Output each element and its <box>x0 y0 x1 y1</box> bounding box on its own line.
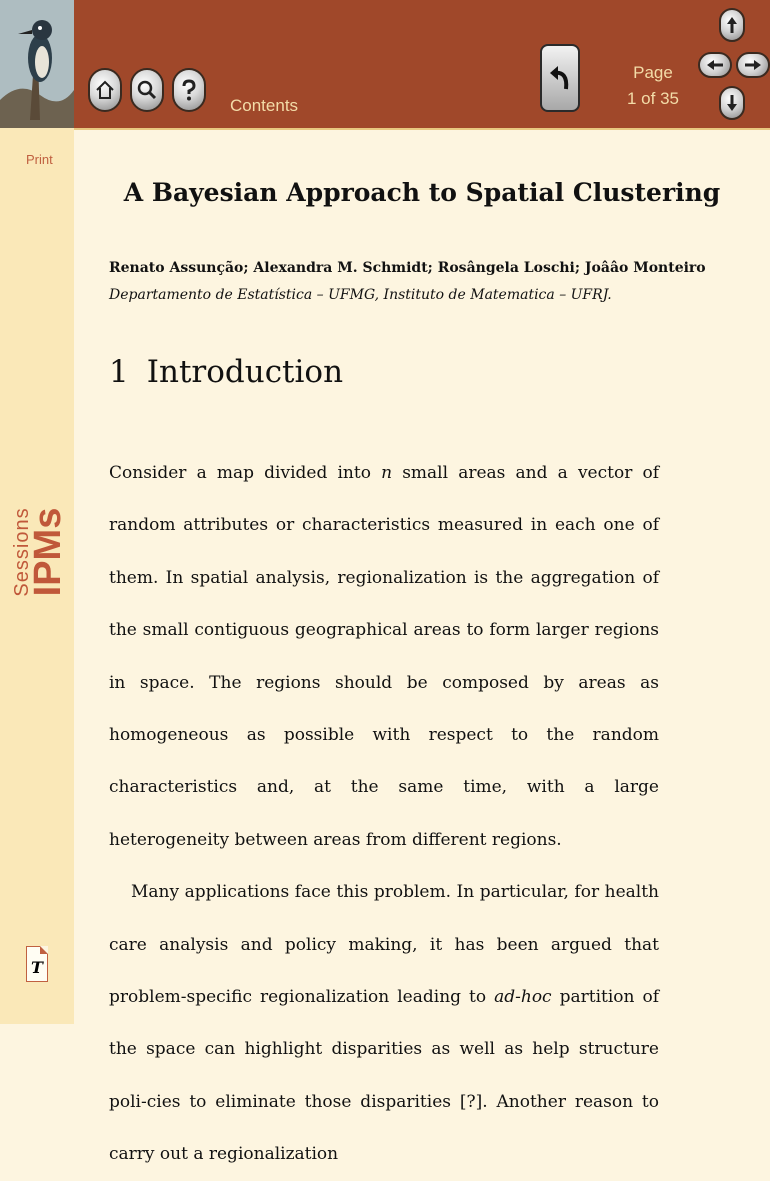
logo-ipms-text: IPMs <box>27 507 69 597</box>
emphasis-ad-hoc: ad-hoc <box>494 987 552 1008</box>
logo-sessions-text: Sessions <box>11 507 33 597</box>
page-label: Page <box>633 63 673 82</box>
authors-line: Renato Assunção; Alexandra M. Schmidt; Rosângela Loschi; Joââo Monteiro <box>109 260 706 276</box>
file-icon[interactable] <box>26 946 48 982</box>
first-page-button[interactable] <box>719 8 745 42</box>
arrow-down-icon <box>726 94 738 112</box>
ipms-sessions-logo <box>4 482 70 622</box>
search-button[interactable] <box>130 68 164 112</box>
back-arrow-icon <box>546 61 574 95</box>
section-number: 1 <box>109 354 129 390</box>
next-page-button[interactable] <box>736 52 770 78</box>
section-title: Introduction <box>146 354 344 390</box>
arrow-left-icon <box>706 59 724 71</box>
page-indicator <box>618 60 688 112</box>
home-button[interactable] <box>88 68 122 112</box>
home-icon <box>94 79 116 101</box>
arrow-up-icon <box>726 16 738 34</box>
file-icon-letter: T <box>31 958 43 977</box>
contents-link[interactable]: Contents <box>230 96 299 115</box>
last-page-button[interactable] <box>719 86 745 120</box>
paragraph-2: Many applications face this problem. In particular, for health care analysis and policy making, it has been argued that problem-specific regionalization leading to ad-hoc partition of the space can highlight disparities as well as help structure poli-cies to eliminate those disparities [?]. Another reason to carry out a regionalization <box>109 882 659 1165</box>
bird-thumbnail <box>0 0 74 128</box>
section-heading <box>109 354 343 390</box>
header-divider <box>74 128 770 130</box>
page-position: 1 of 35 <box>627 89 679 108</box>
paragraph-1: Consider a map divided into n small areas and a vector of random attributes or characteristics measured in each one of them. In spatial analysis, regionalization is the aggregation of the small contiguous geographical areas to form larger regions in space. The regions should be composed by areas as homogeneous as possible with respect to the random characteristics and, at the same time, with a large heterogeneity between areas from different regions. <box>109 463 659 850</box>
paper-title: A Bayesian Approach to Spatial Clustering <box>123 178 721 207</box>
previous-page-button[interactable] <box>698 52 732 78</box>
print-link[interactable]: Print <box>26 152 53 167</box>
math-variable-n: n <box>381 463 393 483</box>
question-icon <box>178 78 200 102</box>
affiliation-line: Departamento de Estatística – UFMG, Instituto de Matematica – UFRJ. <box>109 287 612 303</box>
help-button[interactable] <box>172 68 206 112</box>
arrow-right-icon <box>744 59 762 71</box>
body-text <box>109 447 659 1181</box>
back-button[interactable] <box>540 44 580 112</box>
search-icon <box>136 79 158 101</box>
